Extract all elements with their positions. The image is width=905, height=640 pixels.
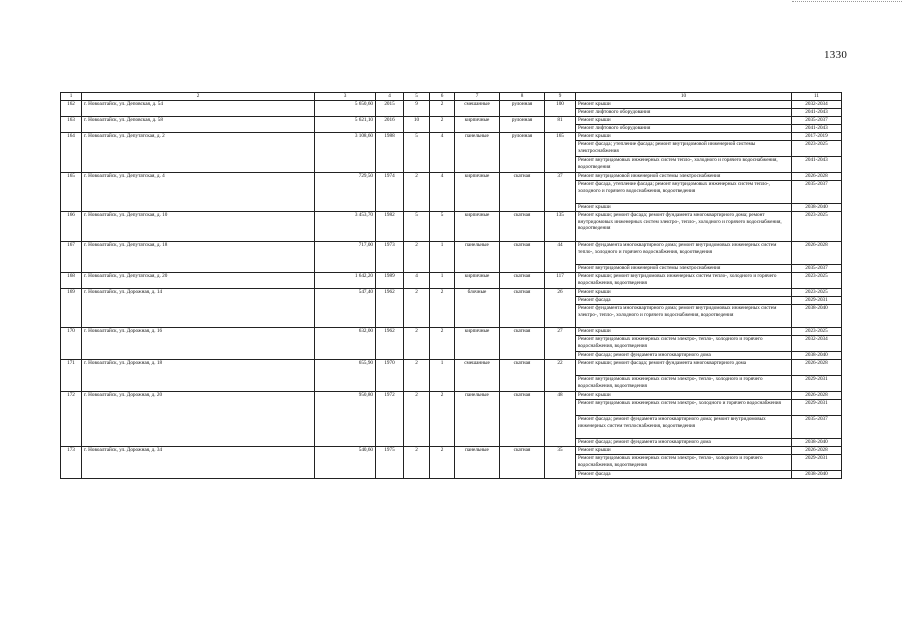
address: г. Новоалтайск, ул. Депутатская, д. 4 xyxy=(82,173,315,212)
top-dotted-rule xyxy=(792,1,902,2)
floors-count: 2 xyxy=(404,173,430,212)
wear-value: 44 xyxy=(545,242,576,273)
row-number: 173 xyxy=(61,447,82,479)
work-period: 2035-2037 xyxy=(792,265,842,273)
work-period: 2023-2025 xyxy=(792,289,842,297)
wear-value: 165 xyxy=(545,133,576,173)
work-period: 2041-2043 xyxy=(792,109,842,117)
work-name: Ремонт внутридомовых инженерных систем электро-, тепло-, холодного и горячего водоснабжения, водоотведения xyxy=(576,455,792,471)
row-number: 166 xyxy=(61,212,82,242)
address: г. Новоалтайск, ул. Дорожная, д. 34 xyxy=(82,447,315,479)
work-period: 2038-2040 xyxy=(792,471,842,479)
work-name: Ремонт лифтового оборудования xyxy=(576,125,792,133)
column-number-5: 5 xyxy=(404,93,430,101)
work-name: Ремонт фасада, утепление фасада; ремонт внутридомовых инженерных систем тепло-, холодного и горячего водоснабжения, водоотведения xyxy=(576,181,792,204)
wall-material: кирпичные xyxy=(455,212,500,242)
roof-type: скатная xyxy=(500,212,545,242)
table-row xyxy=(61,212,842,242)
year-commissioned: 1972 xyxy=(376,392,404,447)
roof-type: скатная xyxy=(500,242,545,273)
total-area: 729,50 xyxy=(315,173,376,212)
wear-value: 117 xyxy=(545,273,576,289)
entrances-count: 2 xyxy=(430,117,455,133)
roof-type: скатная xyxy=(500,360,545,392)
wall-material: блочные xyxy=(455,289,500,328)
work-period: 2041-2043 xyxy=(792,157,842,173)
entrances-count: 1 xyxy=(430,273,455,289)
wear-value: 135 xyxy=(545,212,576,242)
work-period: 2023-2025 xyxy=(792,328,842,336)
roof-type: скатная xyxy=(500,328,545,360)
work-name: Ремонт крыши xyxy=(576,133,792,141)
wear-value: 81 xyxy=(545,117,576,133)
work-period: 2023-2025 xyxy=(792,141,842,157)
work-period: 2026-2028 xyxy=(792,173,842,181)
work-period: 2038-2040 xyxy=(792,439,842,447)
roof-type: скатная xyxy=(500,273,545,289)
row-number: 172 xyxy=(61,392,82,447)
year-commissioned: 2015 xyxy=(376,101,404,117)
total-area: 3 108,60 xyxy=(315,133,376,173)
work-name: Ремонт крыши xyxy=(576,392,792,400)
wear-value: 26 xyxy=(545,289,576,328)
work-period: 2038-2040 xyxy=(792,352,842,360)
row-number: 168 xyxy=(61,273,82,289)
column-number-4: 4 xyxy=(376,93,404,101)
row-number: 167 xyxy=(61,242,82,273)
year-commissioned: 1974 xyxy=(376,173,404,212)
work-name: Ремонт крыши; ремонт фасада; ремонт фундамента многоквартирного дома; ремонт внутридомовых инженерных систем электро-, тепло-, холодного и горячего водоснабжения, водоотведения xyxy=(576,212,792,242)
entrances-count: 2 xyxy=(430,101,455,117)
table-row xyxy=(61,447,842,455)
entrances-count: 1 xyxy=(430,360,455,392)
year-commissioned: 2016 xyxy=(376,117,404,133)
work-period: 2026-2028 xyxy=(792,392,842,400)
entrances-count: 2 xyxy=(430,392,455,447)
wall-material: панельные xyxy=(455,133,500,173)
wear-value: 35 xyxy=(545,447,576,479)
work-name: Ремонт крыши; ремонт фасада; ремонт фундамента многоквартирного дома xyxy=(576,360,792,376)
wall-material: смешанные xyxy=(455,360,500,392)
work-name: Ремонт фасада; утепление фасада; ремонт внутридомовой инженерной системы электроснабжения xyxy=(576,141,792,157)
year-commissioned: 1970 xyxy=(376,360,404,392)
work-name: Ремонт крыши xyxy=(576,289,792,297)
work-name: Ремонт крыши xyxy=(576,328,792,336)
work-name: Ремонт внутридомовых инженерных систем электро-, тепло-, холодного и горячего водоснабжения, водоотведения xyxy=(576,336,792,352)
floors-count: 2 xyxy=(404,360,430,392)
wall-material: панельные xyxy=(455,447,500,479)
row-number: 162 xyxy=(61,101,82,117)
work-period: 2032-2034 xyxy=(792,336,842,352)
column-number-10: 10 xyxy=(576,93,792,101)
column-number-8: 8 xyxy=(500,93,545,101)
total-area: 5 621,10 xyxy=(315,117,376,133)
year-commissioned: 1962 xyxy=(376,289,404,328)
work-period: 2035-2037 xyxy=(792,117,842,125)
wall-material: кирпичные xyxy=(455,328,500,360)
work-name: Ремонт внутридомовых инженерных систем электро-, холодного и горячего водоснабжения xyxy=(576,400,792,416)
year-commissioned: 1962 xyxy=(376,328,404,360)
year-commissioned: 1975 xyxy=(376,447,404,479)
entrances-count: 1 xyxy=(430,242,455,273)
work-period: 2026-2028 xyxy=(792,242,842,265)
floors-count: 10 xyxy=(404,117,430,133)
work-period: 2035-2037 xyxy=(792,416,842,439)
floors-count: 5 xyxy=(404,212,430,242)
column-number-6: 6 xyxy=(430,93,455,101)
work-period: 2041-2043 xyxy=(792,125,842,133)
row-number: 169 xyxy=(61,289,82,328)
row-number: 170 xyxy=(61,328,82,360)
total-area: 950,80 xyxy=(315,392,376,447)
row-number: 165 xyxy=(61,173,82,212)
roof-type: скатная xyxy=(500,392,545,447)
work-period: 2032-2034 xyxy=(792,101,842,109)
wear-value: 48 xyxy=(545,392,576,447)
wall-material: панельные xyxy=(455,392,500,447)
work-period: 2026-2028 xyxy=(792,447,842,455)
floors-count: 5 xyxy=(404,133,430,173)
address: г. Новоалтайск, ул. Депутатская, д. 18 xyxy=(82,242,315,273)
table-row xyxy=(61,392,842,400)
address: г. Новоалтайск, ул. Дорожная, д. 20 xyxy=(82,392,315,447)
roof-type: скатная xyxy=(500,173,545,212)
page-number: 1330 xyxy=(824,49,848,61)
floors-count: 2 xyxy=(404,289,430,328)
table-row xyxy=(61,117,842,125)
work-period: 2038-2040 xyxy=(792,204,842,212)
work-name: Ремонт крыши xyxy=(576,204,792,212)
row-number: 171 xyxy=(61,360,82,392)
wear-value: 22 xyxy=(545,360,576,392)
entrances-count: 4 xyxy=(430,173,455,212)
work-period: 2038-2040 xyxy=(792,305,842,328)
work-name: Ремонт внутридомовой инженерной системы электроснабжения xyxy=(576,173,792,181)
table-row xyxy=(61,173,842,181)
column-number-3: 3 xyxy=(315,93,376,101)
capital-repair-table xyxy=(60,92,842,479)
work-period: 2029-2031 xyxy=(792,297,842,305)
address: г. Новоалтайск, ул. Деповская, д. 54 xyxy=(82,101,315,117)
floors-count: 4 xyxy=(404,273,430,289)
table-row xyxy=(61,273,842,289)
floors-count: 2 xyxy=(404,242,430,273)
address: г. Новоалтайск, ул. Депутатская, д. 10 xyxy=(82,212,315,242)
entrances-count: 2 xyxy=(430,289,455,328)
work-name: Ремонт фасада; ремонт фундамента многоквартирного дома; ремонт внутридомовых инженерных систем теплоснабжения, водоотведения xyxy=(576,416,792,439)
year-commissioned: 1988 xyxy=(376,133,404,173)
column-number-2: 2 xyxy=(82,93,315,101)
total-area: 3 453,70 xyxy=(315,212,376,242)
work-period: 2029-2031 xyxy=(792,400,842,416)
roof-type: рулонная xyxy=(500,117,545,133)
work-period: 2029-2031 xyxy=(792,455,842,471)
wear-value: 100 xyxy=(545,101,576,117)
total-area: 717,00 xyxy=(315,242,376,273)
table-row xyxy=(61,360,842,376)
address: г. Новоалтайск, ул. Депутатская, д. 20 xyxy=(82,273,315,289)
table-row xyxy=(61,328,842,336)
work-period: 2023-2025 xyxy=(792,212,842,242)
wall-material: кирпичные xyxy=(455,273,500,289)
wall-material: кирпичные xyxy=(455,173,500,212)
year-commissioned: 1989 xyxy=(376,273,404,289)
roof-type: скатная xyxy=(500,447,545,479)
total-area: 540,60 xyxy=(315,447,376,479)
entrances-count: 5 xyxy=(430,212,455,242)
roof-type: скатная xyxy=(500,289,545,328)
column-number-7: 7 xyxy=(455,93,500,101)
column-number-11: 11 xyxy=(792,93,842,101)
work-name: Ремонт фасада; ремонт фундамента многоквартирного дома xyxy=(576,439,792,447)
work-name: Ремонт крыши; ремонт внутридомовых инженерных систем тепло-, холодного и горячего водоснабжения, водоотведения xyxy=(576,273,792,289)
roof-type: рулонная xyxy=(500,101,545,117)
work-period: 2026-2028 xyxy=(792,360,842,376)
row-number: 164 xyxy=(61,133,82,173)
floors-count: 2 xyxy=(404,392,430,447)
work-name: Ремонт внутридомовых инженерных систем электро-, тепло-, холодного и горячего водоснабжения, водоотведения xyxy=(576,376,792,392)
work-period: 2035-2037 xyxy=(792,181,842,204)
row-number: 163 xyxy=(61,117,82,133)
work-name: Ремонт фундамента многоквартирного дома; ремонт внутридомовых инженерных систем тепло-, холодного и горячего водоснабжения, водоотведения xyxy=(576,242,792,265)
floors-count: 2 xyxy=(404,328,430,360)
work-name: Ремонт крыши xyxy=(576,447,792,455)
wall-material: смешанные xyxy=(455,101,500,117)
work-name: Ремонт фасада; ремонт фундамента многоквартирного дома xyxy=(576,352,792,360)
total-area: 655,90 xyxy=(315,360,376,392)
total-area: 632,00 xyxy=(315,328,376,360)
year-commissioned: 1973 xyxy=(376,242,404,273)
wall-material: панельные xyxy=(455,242,500,273)
work-period: 2017-2019 xyxy=(792,133,842,141)
address: г. Новоалтайск, ул. Депутатская, д. 2 xyxy=(82,133,315,173)
work-period: 2023-2025 xyxy=(792,273,842,289)
work-period: 2029-2031 xyxy=(792,376,842,392)
address: г. Новоалтайск, ул. Дорожная, д. 14 xyxy=(82,289,315,328)
table-row xyxy=(61,101,842,109)
header-row xyxy=(61,93,842,101)
wear-value: 37 xyxy=(545,173,576,212)
work-name: Ремонт фундамента многоквартирного дома; ремонт внутридомовых инженерных систем электро-, тепло-, холодного и горячего водоснабжения, водоотведения xyxy=(576,305,792,328)
wear-value: 27 xyxy=(545,328,576,360)
year-commissioned: 1982 xyxy=(376,212,404,242)
entrances-count: 2 xyxy=(430,447,455,479)
table-row xyxy=(61,289,842,297)
column-number-1: 1 xyxy=(61,93,82,101)
column-number-9: 9 xyxy=(545,93,576,101)
total-area: 1 642,20 xyxy=(315,273,376,289)
table-row xyxy=(61,133,842,141)
work-name: Ремонт крыши xyxy=(576,101,792,109)
entrances-count: 4 xyxy=(430,133,455,173)
work-name: Ремонт крыши xyxy=(576,117,792,125)
address: г. Новоалтайск, ул. Дорожная, д. 16 xyxy=(82,328,315,360)
work-name: Ремонт фасада xyxy=(576,471,792,479)
roof-type: рулонная xyxy=(500,133,545,173)
address: г. Новоалтайск, ул. Деповская, д. 58 xyxy=(82,117,315,133)
table-body xyxy=(61,93,842,479)
work-name: Ремонт внутридомовых инженерных систем тепло-, холодного и горячего водоснабжения, водоотведения xyxy=(576,157,792,173)
total-area: 5 650,60 xyxy=(315,101,376,117)
table-row xyxy=(61,242,842,265)
floors-count: 2 xyxy=(404,447,430,479)
wall-material: кирпичные xyxy=(455,117,500,133)
total-area: 547,40 xyxy=(315,289,376,328)
address: г. Новоалтайск, ул. Дорожная, д. 18 xyxy=(82,360,315,392)
floors-count: 9 xyxy=(404,101,430,117)
work-name: Ремонт фасада xyxy=(576,297,792,305)
work-name: Ремонт лифтового оборудования xyxy=(576,109,792,117)
entrances-count: 2 xyxy=(430,328,455,360)
work-name: Ремонт внутридомовой инженерной системы электроснабжения xyxy=(576,265,792,273)
